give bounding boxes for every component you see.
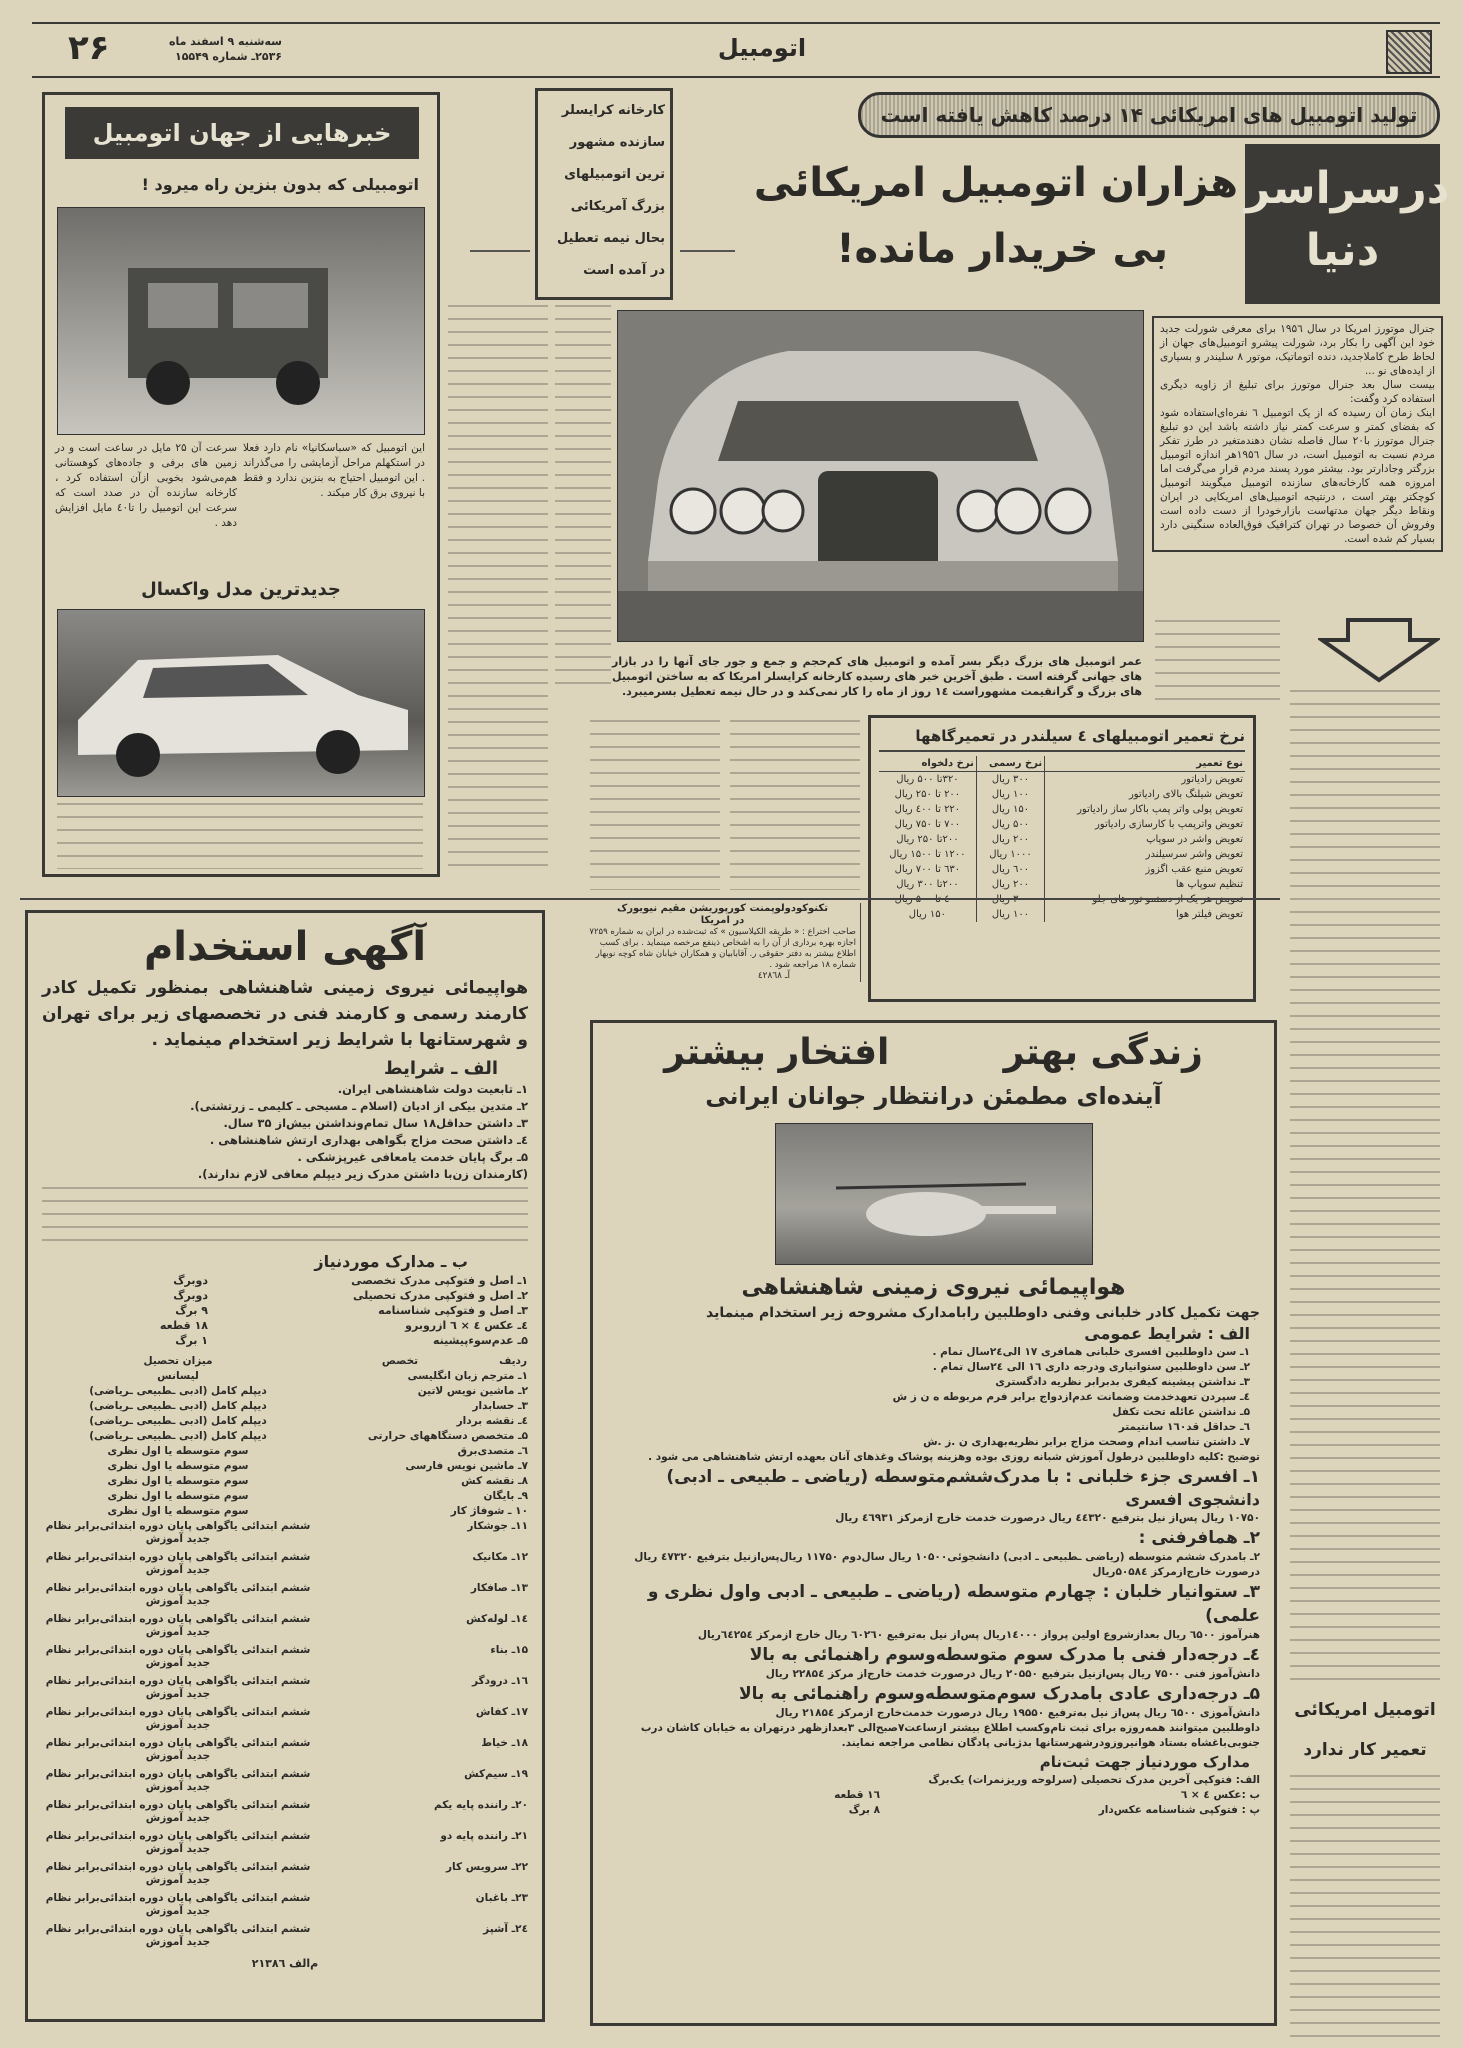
specialty: ۱۷ـ کفاش (475, 1706, 528, 1718)
table-row (42, 1384, 528, 1399)
education-level: سوم متوسطه یا اول نظری (107, 1505, 249, 1517)
table-row (42, 1736, 528, 1767)
category-detail: ۲ـ بامدرک ششم متوسطه (ریاضی ـطبیعی ـ ادبی) دانشجوئی۱۰۵۰۰ ریال سال‌دوم ۱۱۷۵۰ ریال‌پس‌ازنیل بترفیع ٤۷۳۲۰ ریال درصورت خارج‌ازمرکز ۵۰۵۸٤ریال (634, 1551, 1260, 1578)
category-title: ۵ـ درجه‌داری عادی بامدرک سوم‌متوسطه‌وسوم راهنمائی به بالا (739, 1684, 1260, 1704)
document-name: ٤ـ عکس ٤ × ٦ ازروبرو (405, 1319, 528, 1332)
table-row (879, 772, 1245, 788)
registration-docs-list (607, 1773, 1260, 1818)
desired-rate: ۱۲۰۰ تا ۱۵۰۰ ریال (879, 847, 976, 862)
official-rate: ۱۰۰ ریال (976, 787, 1044, 802)
helicopter-photo (775, 1123, 1093, 1265)
category-detail: دانش‌آموز فنی ۷۵۰۰ ریال پس‌ازنیل بترفیع ۲۰۵۵۰ ریال درصورت خدمت خارج‌از مرکز ۲۲۸۵٤ ریال (765, 1668, 1260, 1680)
article-text-column (1290, 1775, 1440, 2040)
doc-name: الف: فتوکپی آخرین مدرک تحصیلی (سرلوحه وریزنمرات) یک‌برگ (928, 1774, 1260, 1786)
main-headline: هزاران اتومبیل امریکائی بی خریدار مانده! (753, 160, 1238, 272)
registration-docs-title: مدارک موردنیاز جهت ثبت‌نام (1039, 1753, 1250, 1771)
education-level: ششم ابتدائی یاگواهی پایان دوره ابتدائی‌برابر نظام جدید آموزش (45, 1613, 311, 1638)
article-text-column (1290, 690, 1440, 1680)
registration-doc (607, 1773, 1260, 1788)
col-desired-rate: نرخ دلخواه (879, 756, 976, 772)
specialty: ۱۱ـ جوشکار (467, 1520, 528, 1532)
employment-ad (25, 910, 545, 2022)
col-repair-type: نوع تعمیر (1045, 756, 1245, 772)
desired-rate: ۷۰۰ تا ۷۵۰ ریال (879, 817, 976, 832)
table-row (42, 1550, 528, 1581)
document-item (42, 1318, 528, 1333)
repair-type: تنظیم سوپاپ ها (1175, 879, 1243, 890)
education-level: ششم ابتدائی یاگواهی پایان دوره ابتدائی‌برابر نظام جدید آموزش (45, 1582, 311, 1607)
patent-ad (585, 903, 861, 982)
employment-ad-title: آگهی استخدام (143, 924, 427, 970)
right-column-subhead: اتومبیل امریکائی تعمیر کار ندارد (1294, 1700, 1436, 1760)
intro-box: جنرال موتورز امریکا در سال ۱۹۵٦ برای معرفی شورلت جدید خود این آگهی را بکار برد، شورلت پیشرو اتومبیل‌های جهان از لحاظ طرح کاملاجدید، دنده اتوماتیک، موتور ۸ سلیندر و بسیاری از ایده‌های نو ... بیست سال بعد جنرال موتورز برای تبلیغ از زاویه دیگری استفاده کرد وگفت: اینک زمان آن رسیده که از یک اتومبیل ٦ نفره‌ای‌استفاده شود که بفضای کمتر و سرعت کمتر نیاز داشته باشد این دو تبلیغ جنرال موتورز با۲۰ سال فاصله نشان دهندمتغیر در طرز تفکر مردم نسبت به اتومبیل است، در سال ۱۹۵٦هر اندازه اتومبیل بزرگتر وجادارتر بود. بیشتر مورد پسند مردم قرار می‌گرفت اما امروزه همه کارخانه‌های سازنده اتومبیل میگویند اتومبیل کوچکتر بهتر است ، درنتیجه اتومبیل‌های امریکایی در ایران ونقاط دیگر جهان مدتهاست بازارخودرا از دست داده است وفروش آن خصوصا در تهران کترافیک فوق‌العاده سنگینی دارد بسیار کم شده است. (1152, 316, 1443, 552)
story2-caption (57, 803, 423, 869)
condition-item: ۳ـ داشتن حداقل۱۸ سال تمام‌ونداشتن بیش‌از ۳۵ سال. (223, 1116, 528, 1130)
desired-rate: ٦۳۰ تا ۷۰۰ ریال (879, 862, 976, 877)
documents-title: ب ـ مدارک موردنیاز (314, 1252, 468, 1271)
world-news-box (42, 92, 440, 877)
employment-ad-code: م‌الف ۲۱۳۸٦ (251, 1957, 319, 1970)
article-text-column (590, 720, 720, 890)
table-row (879, 847, 1245, 862)
article-text-column (730, 720, 860, 890)
specialty: ۱۳ـ صافکار (470, 1582, 528, 1594)
conditions-list (42, 1081, 528, 1183)
table-row (42, 1414, 528, 1429)
official-rate: ۱۰۰۰ ریال (976, 847, 1044, 862)
american-car-photo (617, 310, 1144, 642)
specialty: ٦ـ متصدی‌برق (457, 1445, 528, 1457)
education-level: ششم ابتدائی یاگواهی پایان دوره ابتدائی‌برابر نظام جدید آموزش (45, 1644, 311, 1669)
education-level: ششم ابتدائی یاگواهی پایان دوره ابتدائی‌برابر نظام جدید آموزش (45, 1923, 311, 1948)
issue-date: سه‌شنبه ۹ اسفند ماه ۲۵۳۶ـ شماره ۱۵۵۴۹ (169, 35, 282, 63)
repair-type: تعویض هر یک از دستمو تور های جلو (1092, 894, 1243, 905)
aviation-org: هواپیمائی نیروی زمینی شاهنشاهی (741, 1275, 1126, 1300)
education-level: ششم ابتدائی یاگواهی پایان دوره ابتدائی‌برابر نظام جدید آموزش (45, 1737, 311, 1762)
education-level: دیپلم کامل (ادبی ـطبیعی ـریاضی) (89, 1385, 267, 1397)
specialty: ۲۰ـ راننده پایه یکم (434, 1799, 528, 1811)
article-text-column (1155, 620, 1280, 705)
article-text-column (448, 305, 548, 870)
general-conditions-list (607, 1345, 1260, 1450)
table-row (42, 1922, 528, 1953)
education-level: ششم ابتدائی یاگواهی پایان دوره ابتدائی‌برابر نظام جدید آموزش (45, 1768, 311, 1793)
document-item (42, 1273, 528, 1288)
condition-item: ۵ـ برگ پایان خدمت یامعافی غیرپزشکی . (297, 1150, 528, 1164)
categories-list (607, 1465, 1260, 1721)
education-level: سوم متوسطه یا اول نظری (107, 1460, 249, 1472)
table-row (42, 1829, 528, 1860)
table-row (879, 817, 1245, 832)
category-title: ٤ـ درجه‌دار فنی با مدرک سوم متوسطه‌وسوم راهنمائی به بالا (749, 1645, 1260, 1665)
official-rate: ۱۰۰ ریال (976, 907, 1044, 922)
document-name: ۱ـ اصل و فتوکپی مدرک تخصصی (351, 1274, 528, 1287)
official-rate: ۳۰۰ ریال (976, 892, 1044, 907)
general-condition: ۷ـ داشتن تناسب اندام وصحت مزاج برابر نظریه‌بهداری ن .ز .ش (923, 1436, 1250, 1448)
repair-type: تعویض شیلنگ بالای رادیاتور (1128, 789, 1243, 800)
general-conditions-title: الف : شرایط عمومی (1084, 1324, 1250, 1343)
side-headline-box: کارخانه کرایسلر سازنده مشهور ترین اتومبیلهای بزرگ آمریکائی بحال نیمه تعطیل در آمده است (535, 88, 673, 300)
repair-type: تعویض واترپمپ با کارسازی رادیاتور (1094, 819, 1243, 830)
vauxhall-car-photo (57, 609, 425, 797)
condition-item: ۱ـ تابعیت دولت شاهنشاهی ایران. (337, 1082, 528, 1096)
table-row (42, 1369, 528, 1384)
specialty: ۱۲ـ مکانیک (472, 1551, 528, 1563)
education-level: ششم ابتدائی یاگواهی پایان دوره ابتدائی‌برابر نظام جدید آموزش (45, 1675, 311, 1700)
table-row (42, 1489, 528, 1504)
category-title: ۲ـ همافرفنی : (1138, 1528, 1260, 1548)
article-text-column (555, 305, 611, 695)
desired-rate: ۲۰۰تا ۳۰۰ ریال (879, 877, 976, 892)
aviation-ad (590, 1020, 1277, 2026)
divider-rule (680, 250, 735, 252)
specialty: ۱۹ـ سیم‌کش (464, 1768, 528, 1780)
story1-caption-right: این اتومبیل که «سباسکانیا» نام دارد فعلا در استکهلم مراحل آزمایشی را می‌گذراند . این اتومبیل احتیاج به بنزین ندارد و فقط با نیروی برق کار میکند . (243, 442, 425, 499)
col-education: میزان تحصیل (143, 1355, 213, 1367)
document-count: دوبرگ (173, 1274, 208, 1287)
table-row (42, 1429, 528, 1444)
application-instructions (42, 1187, 528, 1247)
education-level: سوم متوسطه یا اول نظری (107, 1490, 249, 1502)
specialty: ۲۳ـ باغبان (475, 1892, 528, 1904)
positions-table (42, 1354, 528, 1953)
specialty: ۱۵ـ بناء (490, 1644, 528, 1656)
specialty: ٤ـ نقشه بردار (456, 1415, 528, 1427)
specialty: ۱۰ ـ شوفاژ کار (450, 1505, 528, 1517)
category-detail: ۱۰۷۵۰ ریال پس‌از نیل بترفیع ٤٤۳۲۰ ریال درصورت خدمت خارج ازمرکز ٤٦۹۳۱ ریال (835, 1512, 1260, 1524)
specialty: ۱۸ـ خیاط (481, 1737, 528, 1749)
story1-caption-left: سرعت آن ۲۵ مایل در ساعت است و در زمین های برفی و جاده‌های کوهستانی هم‌می‌شود بخوبی ازآن استفاده کرد ، کارخانه سازنده آن در صدد است که سرعت این اتومبیل را تا٤۰ مایل افزایش دهد . (55, 442, 237, 529)
document-item (42, 1333, 528, 1348)
table-row (879, 787, 1245, 802)
aviation-note: توضیح :کلیه داوطلبین درطول آموزش شبانه روزی بوده وهزینه پوشاک وغذهای آنان بعهده ارتش شاهنشاهی می شود . (648, 1451, 1260, 1463)
specialty: ۸ـ نقشه کش (461, 1475, 528, 1487)
category-title: ۱ـ افسری جزء خلبانی : با مدرک‌ششم‌متوسطه (ریاضی ـ طبیعی ـ ادبی) (666, 1467, 1260, 1487)
education-level: ششم ابتدائی یاگواهی پایان دوره ابتدائی‌برابر نظام جدید آموزش (45, 1892, 311, 1917)
table-row (42, 1459, 528, 1474)
divider-rule (20, 898, 1280, 900)
table-row (879, 862, 1245, 877)
education-level: ششم ابتدائی یاگواهی پایان دوره ابتدائی‌برابر نظام جدید آموزش (45, 1551, 311, 1576)
document-item (42, 1288, 528, 1303)
education-level: ششم ابتدائی یاگواهی پایان دوره ابتدائی‌برابر نظام جدید آموزش (45, 1830, 311, 1855)
category-detail: دانش‌آموزی ٦۵۰۰ ریال پس‌از نیل به‌ترفیع ۱۹۵۵۰ ریال درصورت خدمت‌خارج ازمرکز ۲۱۸۵٤ ریال (775, 1707, 1260, 1719)
car-photo-caption: عمر اتومبیل های بزرگ دیگر بسر آمده و اتومبیل های کم‌حجم و جمع و جور جای آنها را در بازار های جهانی گرفته است . طبق آخرین خبر های رسیده کارخانه کرایسلر امریکا که به ساختن اتومبیل های بزرگ و گرانقیمت مشهوراست ۱٤ روز از ماه را کار نمی‌کند و در حال نیمه تعطیل بسرمیبرد. (612, 655, 1142, 698)
repair-type: تعویض واشر سرسیلندر (1145, 849, 1243, 860)
official-rate: ۲۰۰ ریال (976, 877, 1044, 892)
table-row (879, 907, 1245, 922)
condition-item: (کارمندان زن‌با داشتن مدرک زیر دیپلم معافی لازم ندارند). (197, 1167, 528, 1181)
desired-rate: ۲۰۰ تا ۲۵۰ ریال (879, 787, 976, 802)
section-title: اتومبیل (717, 34, 807, 62)
registration-info: داوطلبین میتوانند همه‌روزه برای ثبت نام‌وکسب اطلاع بیشتر ازساعت۷صبح‌الی ۳بعدازظهر درتهران به خیابان کاشان درب جنوبی‌باغشاه بستاد هوانیروزودرشهرستانها بدژبانی پادگان نظامی مراجعه نمایند. (640, 1722, 1260, 1749)
education-level: دیپلم کامل (ادبی ـطبیعی ـریاضی) (89, 1400, 267, 1412)
conditions-title: الف ـ شرایط (383, 1058, 498, 1079)
article-kicker: تولید اتومبیل های امریکائی ۱۴ درصد کاهش یافته است (858, 92, 1440, 138)
table-row (42, 1674, 528, 1705)
specialty: ۲ـ ماشین نویس لاتین (417, 1385, 528, 1397)
official-rate: ۱۵۰ ریال (976, 802, 1044, 817)
category-detail: هنرآموز ٦۵۰۰ ریال بعدازشروع اولین پرواز ۱٤۰۰۰ریال پس‌از نیل به‌ترفیع ٦۰۲٦۰ ریال خارج ازمرکز ٦٤۲۵٤ریال (697, 1629, 1260, 1641)
general-condition: ٤ـ سپردن تعهدخدمت وضمانت عدم‌ازدواج برابر فرم مربوطه ه ن ز ش (892, 1391, 1250, 1403)
document-name: ۲ـ اصل و فتوکپی مدرک تحصیلی (352, 1289, 528, 1302)
table-row (42, 1581, 528, 1612)
education-level: سوم متوسطه یا اول نظری (107, 1475, 249, 1487)
condition-item: ۲ـ متدین بیکی از ادیان (اسلام ـ مسیحی ـ کلیمی ـ زرتشتی). (190, 1099, 528, 1113)
general-condition: ۱ـ سن داوطلبین افسری خلبانی همافری ۱۷ الی۲٤سال تمام . (932, 1346, 1250, 1358)
specialty: ۱٦ـ درودگر (471, 1675, 528, 1687)
official-rate: ۵۰۰ ریال (976, 817, 1044, 832)
table-row (42, 1504, 528, 1519)
page-header (32, 22, 1440, 78)
table-row (42, 1612, 528, 1643)
official-rate: ۲۰۰ ریال (976, 832, 1044, 847)
general-condition: ٦ـ حداقل قد۱٦۰ سانتیمتر (1118, 1421, 1250, 1433)
specialty: ۱ـ مترجم زبان انگلیسی (407, 1370, 528, 1382)
repair-type: تعویض رادیاتور (1181, 774, 1243, 785)
specialty: ۲۲ـ سرویس کار (446, 1861, 528, 1873)
patent-ad-body: صاحب اختراع : « طریقه الکیلاسیون » که ثبت‌شده در ایران به شماره ۷۲۵۹ اجازه بهره برداری از آن را به اشخاص ذینفع مرخصه مینماید . برای کسب اطلاع بیشتر به دفتر حقوقی ر. آقابابیان و همکاران خیابان شاه کوچه نوبهار شماره ۱۸ مراجعه شود . (589, 927, 856, 970)
electric-car-photo (57, 207, 425, 435)
desired-rate: ۳۲۰تا ۵۰۰ ریال (879, 772, 976, 788)
arrow-down-icon (1318, 618, 1440, 684)
registration-doc (607, 1803, 1260, 1818)
table-row (879, 802, 1245, 817)
table-row (879, 877, 1245, 892)
table-row (42, 1474, 528, 1489)
page-number: ۲۶ (68, 28, 110, 68)
desired-rate: ۲۰۰تا ۲۵۰ ریال (879, 832, 976, 847)
specialty: ۹ـ بایگان (483, 1490, 528, 1502)
table-row (42, 1519, 528, 1550)
document-count: ۱ برگ (175, 1334, 208, 1347)
aviation-intro: جهت تکمیل کادر خلبانی وفنی داوطلبین رابامدارک مشروحه زیر استخدام مینماید (706, 1305, 1260, 1321)
doc-name: ب :عکس ٤ × ٦ (1180, 1789, 1260, 1801)
general-condition: ۳ـ نداشتن پیشینه کیفری بدبرابر نظریه دادگستری (995, 1376, 1250, 1388)
specialty: ۵ـ متخصص دستگاههای حرارتی (367, 1430, 528, 1442)
education-level: سوم متوسطه یا اول نظری (107, 1445, 249, 1457)
general-condition: ۵ـ نداشتن عائله تحت تکفل (1112, 1406, 1250, 1418)
table-row (42, 1399, 528, 1414)
category-subtitle: دانشجوی افسری (1125, 1490, 1260, 1509)
official-rate: ۳۰۰ ریال (976, 772, 1044, 788)
education-level: دیپلم کامل (ادبی ـطبیعی ـریاضی) (89, 1430, 267, 1442)
col-row: ردیف (499, 1355, 527, 1367)
table-row (42, 1643, 528, 1674)
rubric-box: درسراسر دنیا (1245, 144, 1440, 304)
doc-name: پ : فتوکپی شناسنامه عکس‌دار (1098, 1804, 1260, 1816)
specialty: ۷ـ ماشین نویس فارسی (405, 1460, 528, 1472)
world-news-title: خبرهایی از جهان اتومبیل (65, 107, 419, 159)
table-row (42, 1767, 528, 1798)
education-level: ششم ابتدائی یاگواهی پایان دوره ابتدائی‌برابر نظام جدید آموزش (45, 1861, 311, 1886)
desired-rate: ۱۵۰ ریال (879, 907, 976, 922)
education-level: لیسانس (157, 1370, 199, 1382)
doc-count: ۱٦ قطعه (834, 1789, 880, 1801)
repair-type: تعویض واشر در سوپاپ (1146, 834, 1243, 845)
specialty: ۳ـ حسابدار (472, 1400, 528, 1412)
desired-rate: ٤۰۰ تا ۵۰۰ ریال (879, 892, 976, 907)
table-row (42, 1798, 528, 1829)
document-name: ۵ـ عدم‌سوءپیشینه (432, 1334, 528, 1347)
slogan-subtitle: آینده‌ای مطمئن درانتظار جوانان ایرانی (705, 1082, 1162, 1110)
registration-doc (607, 1788, 1260, 1803)
col-specialty: تخصص (381, 1355, 419, 1367)
newspaper-logo (1386, 30, 1432, 74)
story1-headline: اتومبیلی که بدون بنزین راه میرود ! (141, 175, 419, 194)
table-row (42, 1705, 528, 1736)
document-count: ۱۸ قطعه (159, 1319, 208, 1332)
table-row (42, 1444, 528, 1459)
education-level: دیپلم کامل (ادبی ـطبیعی ـریاضی) (89, 1415, 267, 1427)
repair-type: تعویض فیلتر هوا (1175, 909, 1243, 920)
employment-ad-intro: هواپیمائی نیروی زمینی شاهنشاهی بمنظور تکمیل کادر کارمند رسمی و کارمند فنی در تخصصهای زیر برای تهران و شهرستانها با شرایط زیر استخدام مینماید . (42, 978, 528, 1050)
specialty: ۲٤ـ آشپز (483, 1923, 528, 1935)
repair-table-title: نرخ تعمیر اتومبیلهای ٤ سیلندر در تعمیرگاهها (879, 722, 1245, 752)
repair-type: تعویض پولی واتر پمپ باکار ساز رادیاتور (1077, 804, 1243, 815)
table-row (42, 1891, 528, 1922)
document-name: ۳ـ اصل و فتوکپی شناسنامه (378, 1304, 528, 1317)
general-condition: ۲ـ سن داوطلبین ستوانیاری ودرجه داری ۱٦ الی ۲٤سال تمام . (932, 1361, 1250, 1373)
desired-rate: ۲۲۰ تا ٤۰۰ ریال (879, 802, 976, 817)
document-item (42, 1303, 528, 1318)
table-row (42, 1860, 528, 1891)
specialty: ۱٤ـ لوله‌کش (466, 1613, 528, 1625)
patent-ad-code: آـ ٤۲۸٦۸ (757, 971, 790, 981)
repair-price-box (868, 715, 1256, 1002)
col-official-rate: نرخ رسمی (976, 756, 1044, 772)
repair-type: تعویض منبع عقب اگزوز (1145, 864, 1243, 875)
document-count: دوبرگ (173, 1289, 208, 1302)
story2-headline: جدیدترین مدل واکسال (141, 579, 341, 600)
patent-ad-title: تکنوکودولوپمنت کورپوریشن مقیم نیویورک در امریکا (617, 903, 828, 926)
divider-rule (470, 250, 530, 252)
condition-item: ٤ـ داشتن صحت مزاج بگواهی بهداری ارتش شاهنشاهی . (209, 1133, 528, 1147)
education-level: ششم ابتدائی یاگواهی پایان دوره ابتدائی‌برابر نظام جدید آموزش (45, 1799, 311, 1824)
documents-list (42, 1273, 528, 1348)
table-row (879, 832, 1245, 847)
category-title: ۳ـ ستوانیار خلبان : چهارم متوسطه (ریاضی ـ طبیعی ـ ادبی واول نظری و علمی) (647, 1582, 1260, 1626)
education-level: ششم ابتدائی یاگواهی پایان دوره ابتدائی‌برابر نظام جدید آموزش (45, 1706, 311, 1731)
specialty: ۲۱ـ راننده پایه دو (440, 1830, 528, 1842)
document-count: ۹ برگ (175, 1304, 208, 1317)
official-rate: ٦۰۰ ریال (976, 862, 1044, 877)
education-level: ششم ابتدائی یاگواهی پایان دوره ابتدائی‌برابر نظام جدید آموزش (45, 1520, 311, 1545)
doc-count: ۸ برگ (848, 1804, 880, 1816)
slogan: زندگی بهتر افتخار بیشتر (664, 1032, 1203, 1073)
